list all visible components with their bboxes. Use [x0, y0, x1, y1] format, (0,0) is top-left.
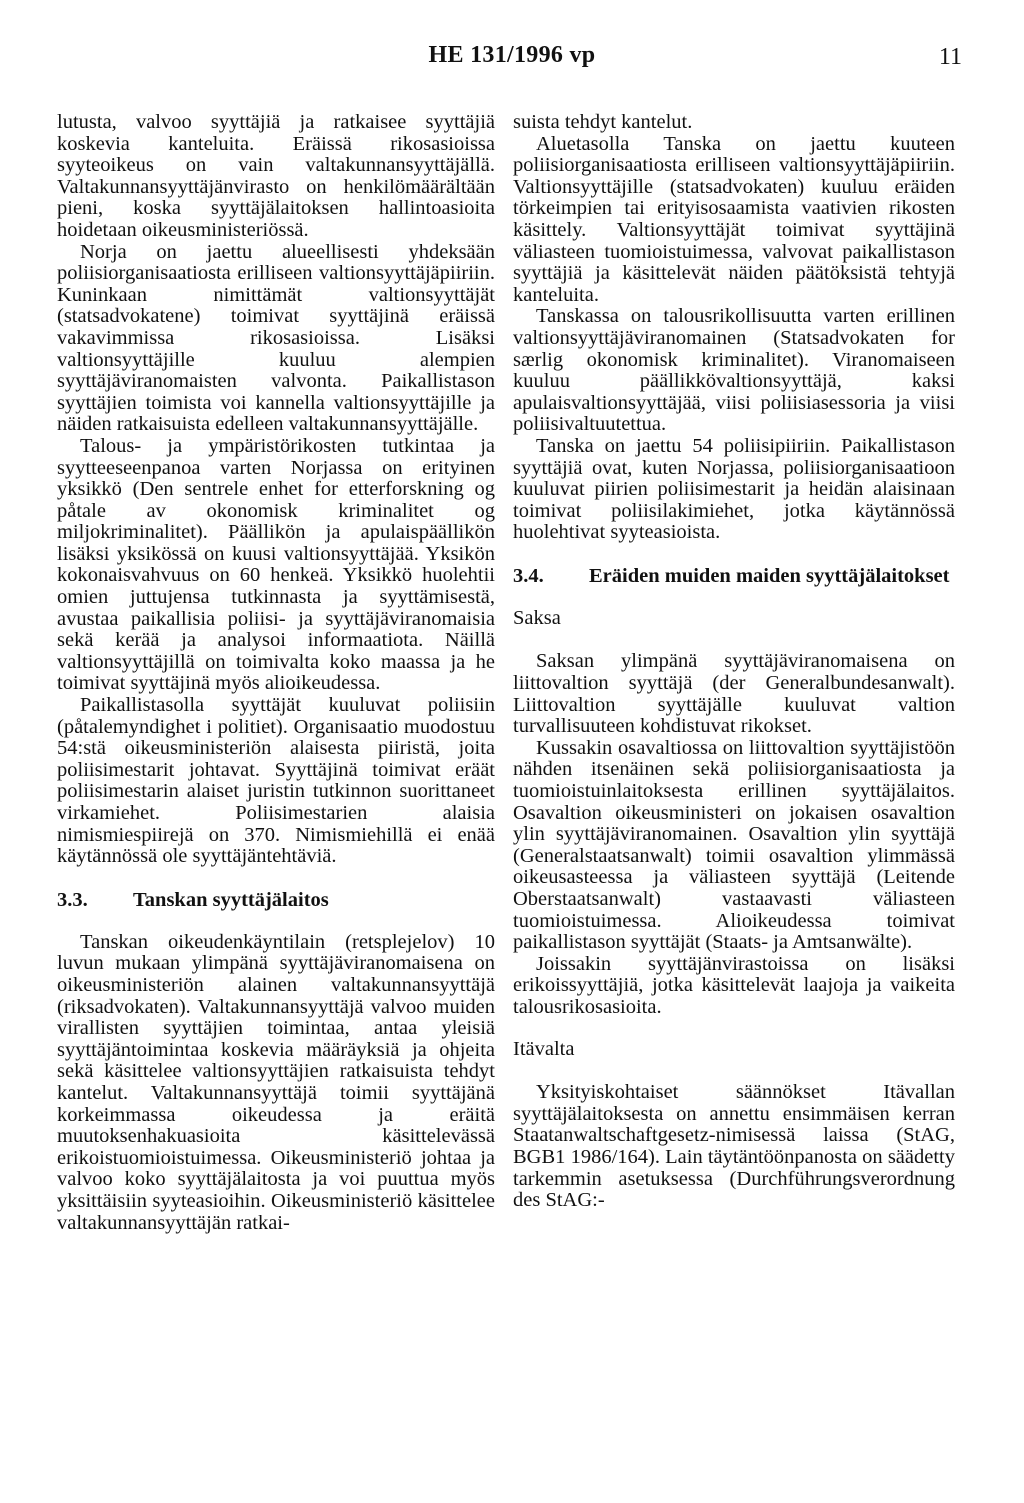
paragraph-denmark-police-districts: Tanska on jaettu 54 poliisipiiriin. Paikallistason syyttäjiä ovat, kuten Norjassa, poliisiorganisaatioon kuuluvat piirien poliisimestarit ja heidän alaisinaan toimivat poliisilakimiehet, jotka käytännössä huolehtivat syyteasioista.	[513, 434, 955, 544]
paragraph-norway-economic-crime: Talous- ja ympäristörikosten tutkintaa ja syytteeseenpanoa varten Norjassa on erityinen yksikkö (Den sentrele enhet for etterforskning og påtale av okonomisk kriminalitet og miljokriminalitet). Päällikön ja apulaispäällikön lisäksi yksikössä on kuusi valtionsyyttäjää. Yksikön kokonaisvahvuus on 60 henkeä. Yksikkö huolehtii omien juttujensa tutkinnasta ja syyttämisestä, avustaa paikallisia poliisi- ja syyttäjäviranomaisia sekä kerää ja analysoi informaatiota. Näillä valtionsyyttäjillä on toimivalta koko maassa ja he toimivat syyttäjinä myös alioikeudessa.	[57, 434, 495, 695]
section-number: 3.4.	[513, 564, 544, 587]
section-title: Eräiden muiden maiden syyttäjälaitokset	[589, 564, 950, 587]
page-number: 11	[938, 44, 962, 70]
paragraph-denmark-regions: Aluetasolla Tanska on jaettu kuuteen poliisiorganisaatiosta erilliseen valtionsyyttäjäpiiriin. Valtionsyyttäjille (statsadvokaten) kuuluu eräiden törkeimpien tai erityisosaamista vaativien rikosten käsittely. Valtionsyyttäjät toimivat syyttäjinä väliasteen tuomioistuimessa, valvovat paikallistason syyttäjiä ja käsittelevät näiden päätöksistä tehtyjä kanteluita.	[513, 132, 955, 306]
paragraph-continued: lutusta, valvoo syyttäjiä ja ratkaisee syyttäjiä koskevia kanteluita. Eräissä rikosasioissa syyteoikeus on vain valtakunnansyyttäjällä. Valtakunnansyyttäjänvirasto on henkilömäärältään pieni, koska syyttäjälaitoksen hallintoasioita hoidetaan oikeusministeriössä.	[57, 111, 495, 241]
section-heading-3-3	[57, 889, 495, 911]
section-number: 3.3.	[57, 888, 88, 911]
subheading-germany: Saksa	[513, 606, 561, 629]
paragraph-norway-local-level: Paikallistasolla syyttäjät kuuluvat poliisiin (påtalemyndighet i politiet). Organisaatio muodostuu 54:stä oikeusministeriön alaisesta piiristä, joita poliisimestarit johtavat. Syyttäjinä toimivat eräät poliisimestarin alaiset juristin tutkinnon suorittaneet virkamiehet. Poliisimestarien alaisia nimismiespiirejä on 370. Nimismiehillä ei enää käytännössä ole syyttäjäntehtäviä.	[57, 694, 495, 868]
paragraph-continued: suista tehdyt kantelut.	[513, 111, 693, 133]
page-header	[0, 42, 1024, 82]
paragraph-austria-stag: Yksityiskohtaiset säännökset Itävallan syyttäjälaitoksesta on annettu ensimmäisen kerran Staatanwaltschaftgesetz-nimisessä laissa (StAG, BGB1 1986/164). Lain täytäntöönpanosta on säädetty tarkemmin asetuksessa (Durchführungsverordnung des StAG:-	[513, 1081, 955, 1212]
paragraph-denmark-economic-crime: Tanskassa on talousrikollisuutta varten erillinen valtionsyyttäjäviranomainen (Statsadvokaten for særlig okonomisk kriminalitet). Viranomaiseen kuuluu päällikkövaltionsyyttäjä, kaksi apulaisvaltionsyyttäjää, viisi poliisiasessoria ja viisi poliisivaltuutettua.	[513, 305, 955, 436]
paragraph-germany-states: Kussakin osavaltiossa on liittovaltion syyttäjistöön nähden itsenäinen sekä poliisiorganisaatiosta ja tuomioistuinlaitoksesta erillinen syyttäjälaitos. Osavaltion oikeusministeri on jokaisen osavaltion ylin syyttäjäviranomainen. Osavaltion ylin syyttäjä (Generalstaatsanwalt) toimii osavaltion ylimmässä oikeusasteessa ja väliasteen syyttäjä (Leitende Oberstaatsanwalt) vastaavasti väliasteen tuomioistuimessa. Alioikeudessa toimivat paikallistason syyttäjät (Staats- ja Amtsanwälte).	[513, 736, 955, 954]
left-column	[57, 112, 495, 1234]
subheading-austria: Itävalta	[513, 1037, 575, 1060]
paragraph-germany-special: Joissakin syyttäjänvirastoissa on lisäksi erikoissyyttäjiä, jotka käsittelevät laajoja ja vaikeita talousrikosasioita.	[513, 952, 955, 1018]
paragraph-norway-regions: Norja on jaettu alueellisesti yhdeksään poliisiorganisaatiosta erilliseen valtionsyyttäjäpiiriin. Kuninkaan nimittämät valtionsyyttäjät (statsadvokatene) toimivat syyttäjinä eräissä vakavimmissa rikosasioissa. Lisäksi valtionsyyttäjille kuuluu alempien syyttäjäviranomaisten valvonta. Paikallistason syyttäjien toimista voi kannella valtionsyyttäjille ja näiden ratkaisuista edelleen valtakunnansyyttäjälle.	[57, 240, 495, 436]
section-heading-3-4	[513, 565, 955, 587]
right-column	[513, 112, 955, 1212]
paragraph-germany-federal: Saksan ylimpänä syyttäjäviranomaisena on liittovaltion syyttäjä (der Generalbundesanwalt). Liittovaltion syyttäjälle kuuluvat valtion turvallisuuteen kohdistuvat rikokset.	[513, 650, 955, 738]
document-id: HE 131/1996 vp	[428, 42, 596, 68]
paragraph-denmark-procedure-act: Tanskan oikeudenkäyntilain (retsplejelov) 10 luvun mukaan ylimpänä syyttäjäviranomaisena on oikeusministeriön alainen valtakunnansyyttäjä (riksadvokaten). Valtakunnansyyttäjä valvoo muiden virallisten syyttäjien toimintaa, antaa yleisiä syyttäjäntoimintaa koskevia määräyksiä ja ohjeita sekä käsittelee valtionsyyttäjien ratkaisuista tehdyt kantelut. Valtakunnansyyttäjä toimii syyttäjänä korkeimmassa oikeudessa ja eräitä muutoksenhakuasioita käsittelevässä erikoistuomioistuimessa. Oikeusministeriö johtaa ja valvoo koko syyttäjälaitosta ja voi puuttua myös yksittäisiin syyteasioihin. Oikeusministeriö käsittelee valtakunnansyyttäjän ratkai-	[57, 930, 495, 1234]
section-title: Tanskan syyttäjälaitos	[133, 888, 329, 911]
